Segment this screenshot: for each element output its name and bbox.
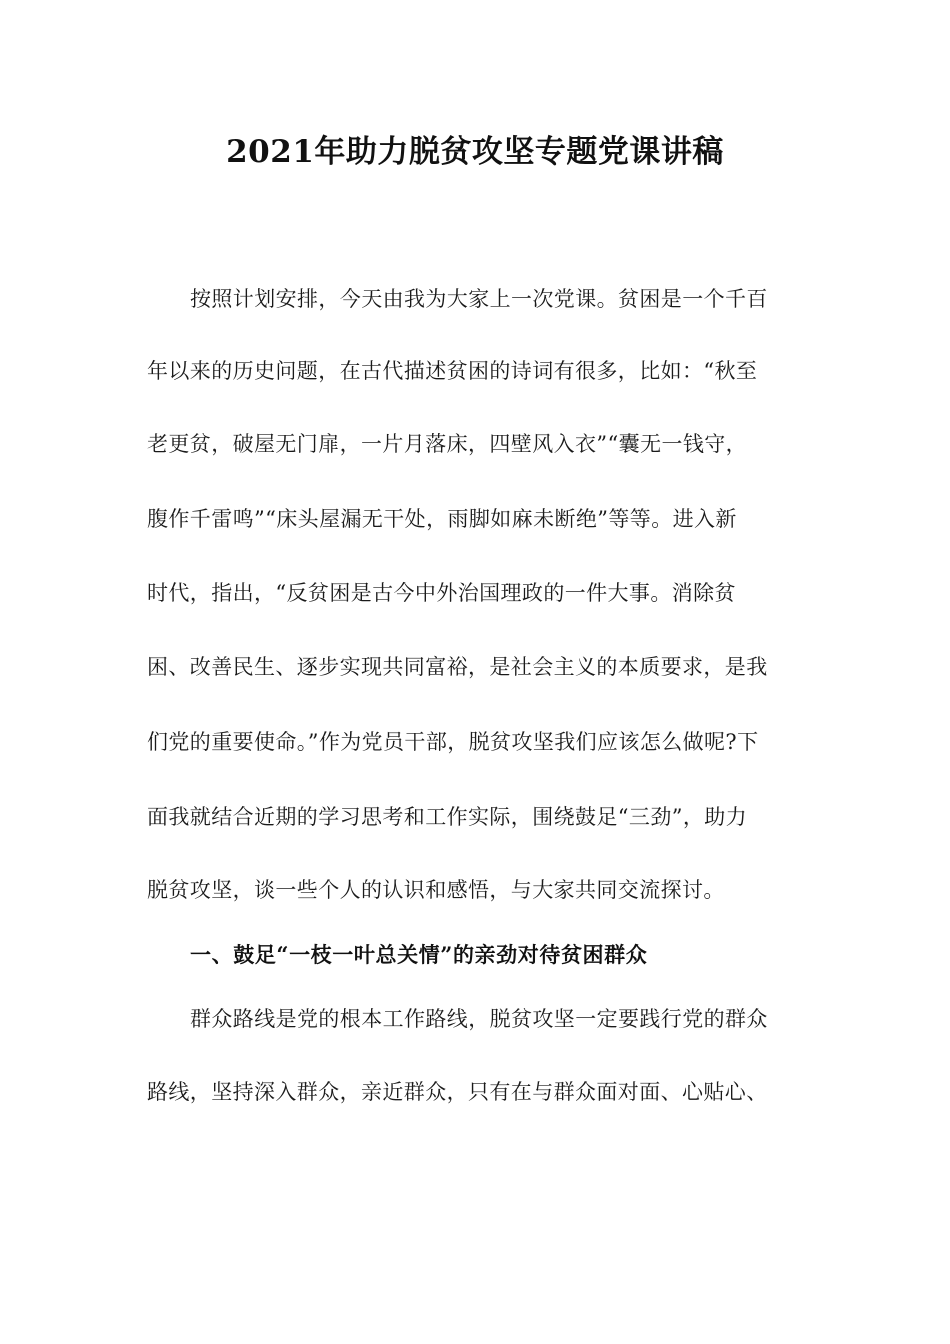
paragraph-line: 年以来的历史问题，在古代描述贫困的诗词有很多，比如：“秋至 bbox=[147, 359, 758, 383]
paragraph-line: 面我就结合近期的学习思考和工作实际，围绕鼓足“三劲”，助力 bbox=[147, 805, 748, 829]
paragraph-line: 脱贫攻坚，谈一些个人的认识和感悟，与大家共同交流探讨。 bbox=[147, 878, 725, 902]
paragraph-line: 们党的重要使命。”作为党员干部，脱贫攻坚我们应该怎么做呢?下 bbox=[147, 730, 759, 754]
section-heading: 一、鼓足“一枝一叶总关情”的亲劲对待贫困群众 bbox=[190, 942, 648, 967]
paragraph-line: 腹作千雷鸣”“床头屋漏无干处，雨脚如麻未断绝”等等。进入新 bbox=[147, 507, 737, 531]
paragraph-line: 困、改善民生、逐步实现共同富裕，是社会主义的本质要求，是我 bbox=[147, 655, 768, 679]
document-title: 2021年助力脱贫攻坚专题党课讲稿 bbox=[226, 134, 724, 170]
paragraph-line: 群众路线是党的根本工作路线，脱贫攻坚一定要践行党的群众 bbox=[190, 1007, 768, 1031]
paragraph-line: 路线，坚持深入群众，亲近群众，只有在与群众面对面、心贴心、 bbox=[147, 1080, 768, 1104]
paragraph-line: 按照计划安排，今天由我为大家上一次党课。贫困是一个千百 bbox=[190, 287, 768, 311]
paragraph-line: 时代，指出，“反贫困是古今中外治国理政的一件大事。消除贫 bbox=[147, 581, 736, 605]
paragraph-line: 老更贫，破屋无门扉，一片月落床，四壁风入衣”“囊无一钱守， bbox=[147, 432, 748, 456]
